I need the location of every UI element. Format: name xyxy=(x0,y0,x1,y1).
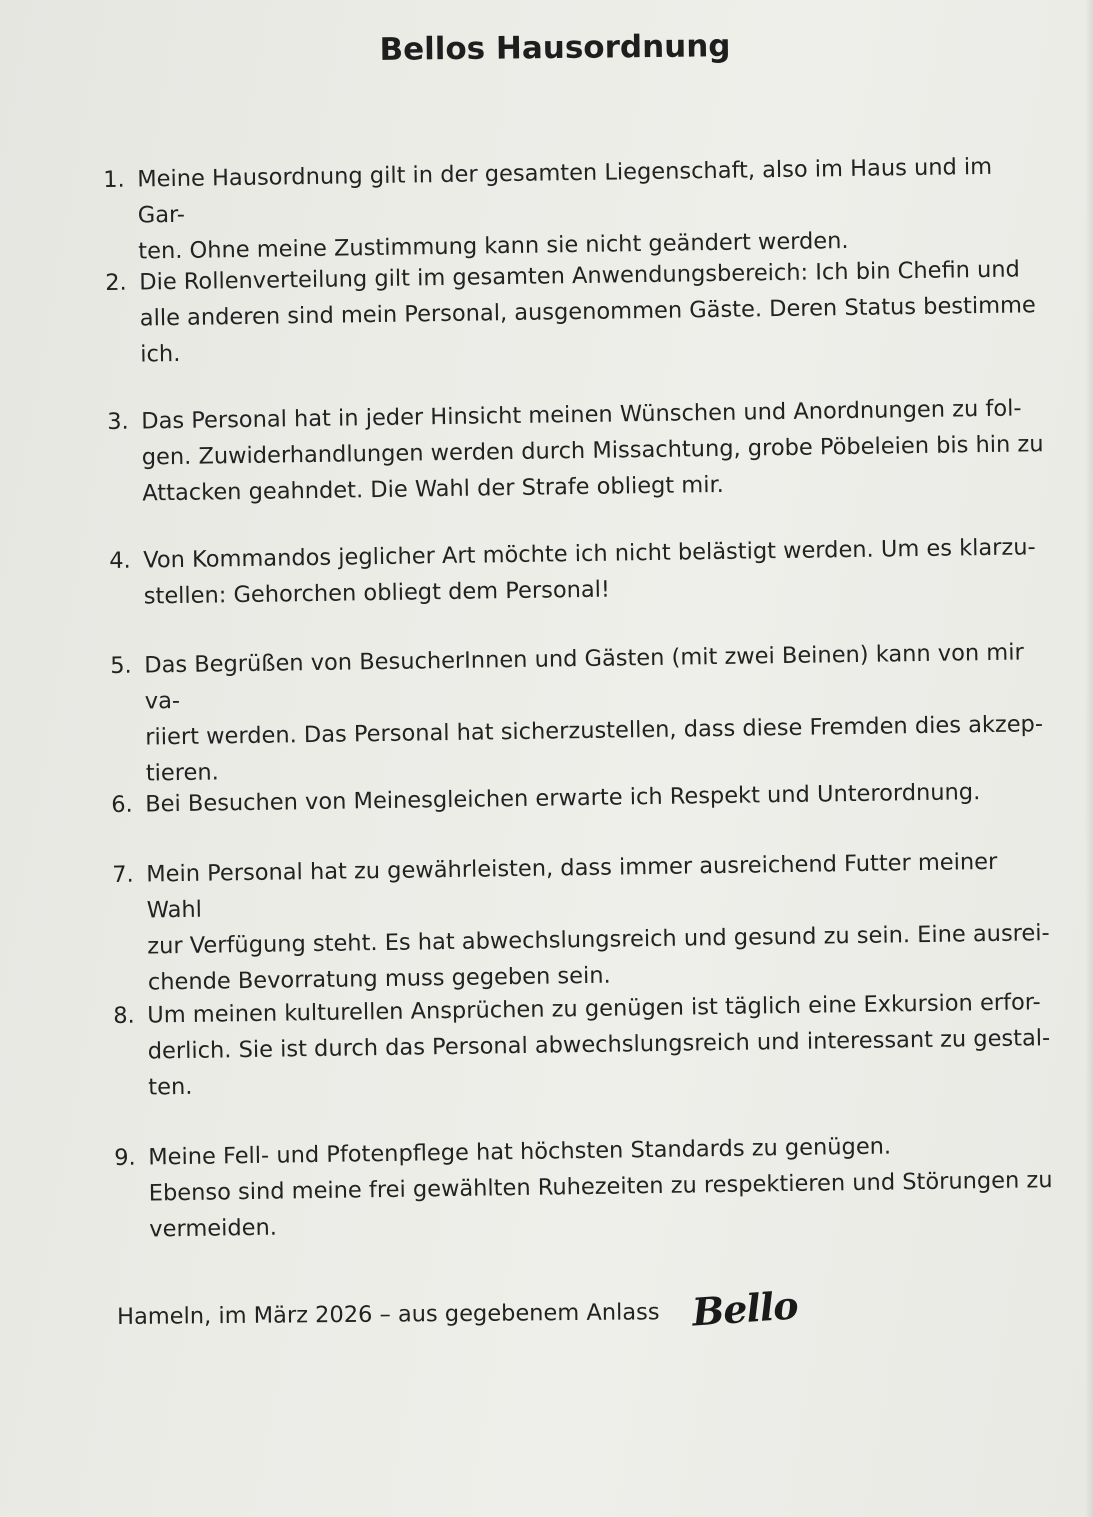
rule-number: 5. xyxy=(110,652,132,679)
rule-number: 2. xyxy=(105,269,127,296)
rule-text: Mein Personal hat zu gewährleisten, dass immer ausreichend Futter meiner Wahl zur Verfügung steht. Es hat abwechslungsreich und gesund zu sein. Eine ausrei- chende Bevorratung muss gegeben sein. xyxy=(146,848,1050,996)
rule-text: Meine Fell- und Pfotenpflege hat höchsten Standards zu genügen. Ebenso sind meine frei gewählten Ruhezeiten zu respektieren und Störungen zu vermeiden. xyxy=(148,1133,1053,1243)
document-title: Bellos Hausordnung xyxy=(379,28,731,68)
rule-number: 1. xyxy=(103,166,125,193)
rule-text: Von Kommandos jeglicher Art möchte ich nicht belästigt werden. Um es klarzu- stellen: Gehorchen obliegt dem Personal! xyxy=(143,534,1036,610)
rule-item-4 xyxy=(109,529,1050,615)
rule-number: 9. xyxy=(114,1144,136,1171)
rule-item-9 xyxy=(114,1126,1055,1248)
rule-item-3 xyxy=(107,390,1048,512)
rule-text: Das Personal hat in jeder Hinsicht meinen Wünschen und Anordnungen zu fol- gen. Zuwiderhandlungen werden durch Missachtung, grobe Pöbeleien bis hin zu Attacken geahndet. Die Wahl der Strafe obliegt mir. xyxy=(141,395,1044,507)
rule-item-7 xyxy=(112,843,1054,1001)
rule-text: Um meinen kulturellen Ansprüchen zu genügen ist täglich eine Exkursion erfor- derlich. Sie ist durch das Personal abwechslungsreich und interessant zu gestal- ten. xyxy=(147,989,1051,1101)
rule-number: 4. xyxy=(109,547,131,574)
rule-number: 3. xyxy=(107,408,129,435)
signature: Bello xyxy=(690,1282,799,1335)
rule-item-5 xyxy=(110,634,1052,792)
rule-item-1 xyxy=(103,148,1044,270)
rule-item-8 xyxy=(113,984,1054,1106)
rule-item-2 xyxy=(105,251,1046,373)
rule-number: 8. xyxy=(113,1002,135,1029)
rule-number: 7. xyxy=(112,861,134,888)
rule-text: Das Begrüßen von BesucherInnen und Gästen (mit zwei Beinen) kann von mir va- riiert werden. Das Personal hat sicherzustellen, dass diese Fremden dies akzep- tieren. xyxy=(144,639,1044,787)
place-date-line: Hameln, im März 2026 – aus gegebenem Anlass xyxy=(117,1299,660,1330)
rule-text: Meine Hausordnung gilt in der gesamten Liegenschaft, also im Haus und im Gar- ten. Ohne meine Zustimmung kann sie nicht geändert werden. xyxy=(137,153,993,265)
rule-number: 6. xyxy=(111,791,133,818)
rule-text: Die Rollenverteilung gilt im gesamten Anwendungsbereich: Ich bin Chefin und alle anderen sind mein Personal, ausgenommen Gäste. Deren Status bestimme ich. xyxy=(139,256,1036,368)
rule-text: Bei Besuchen von Meinesgleichen erwarte ich Respekt und Unterordnung. xyxy=(145,779,981,818)
